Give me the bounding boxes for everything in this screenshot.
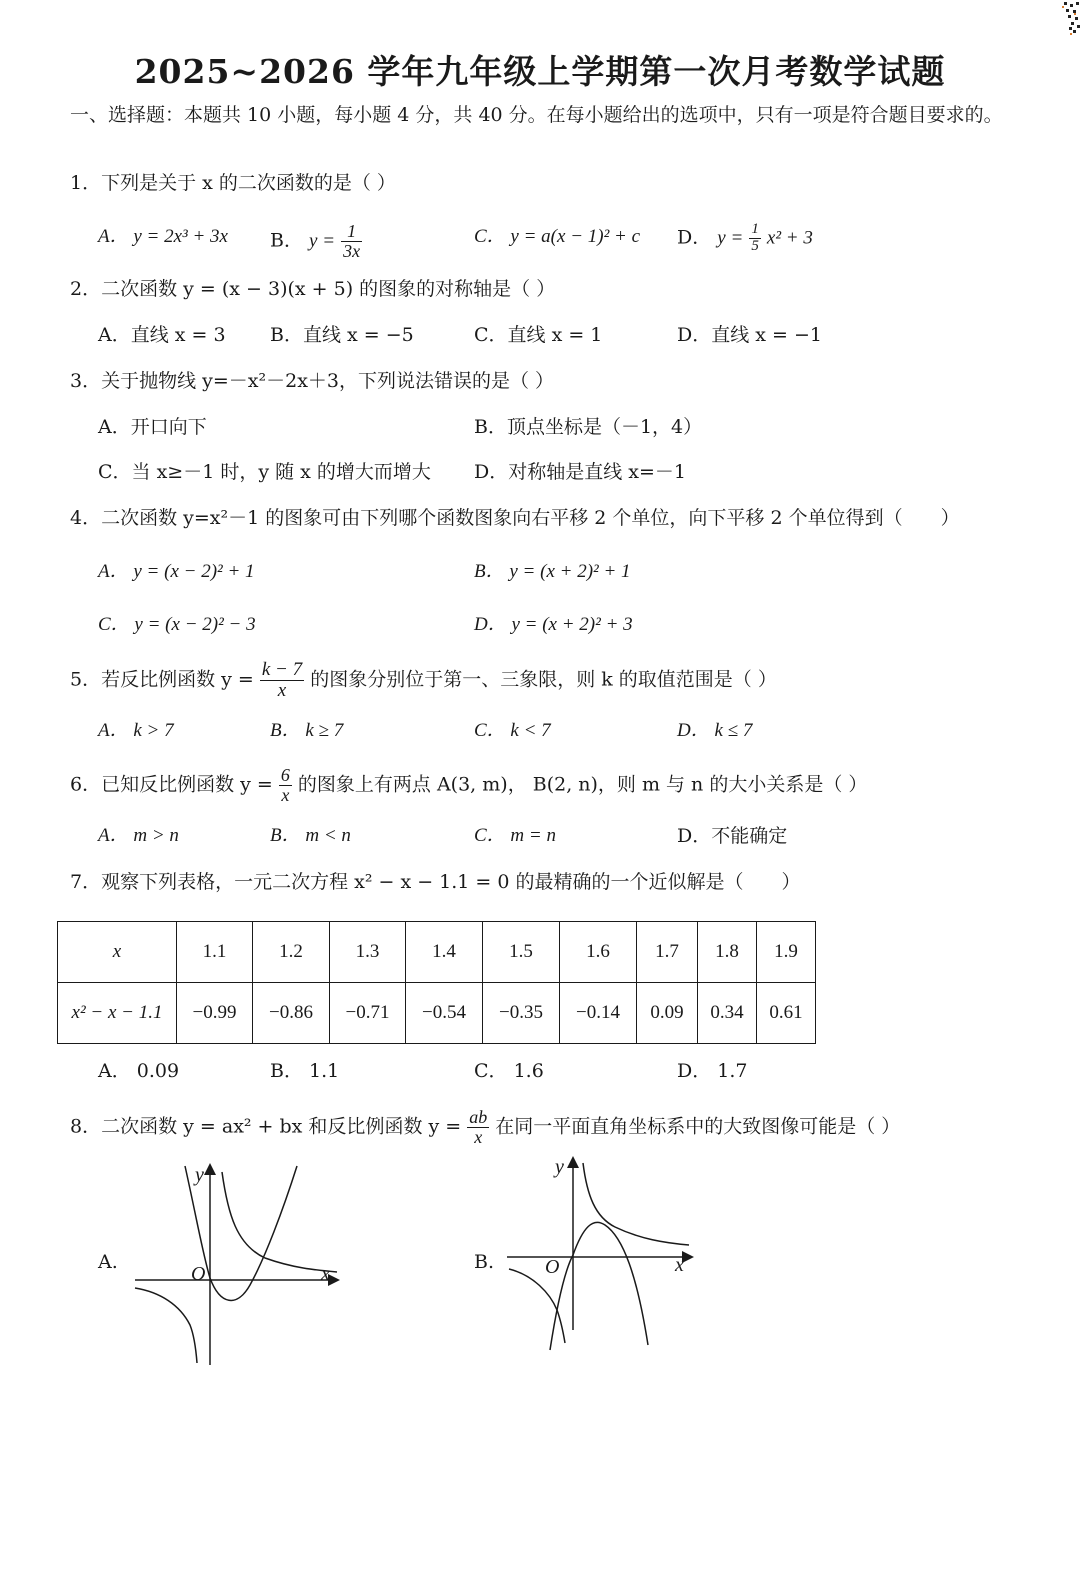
fraction-numerator: 1 — [751, 221, 759, 237]
q6-stem-post: 的图象上有两点 A(3, m)， B(2, n)，则 m 与 n 的大小关系是（ ） — [297, 773, 868, 796]
q3-option-d: D．对称轴是直线 x=－1 — [474, 461, 686, 483]
q5-stem-post: 的图象分别位于第一、三象限，则 k 的取值范围是（ ） — [310, 668, 777, 691]
q7-value-table — [57, 921, 816, 1044]
fraction-denominator: x — [277, 679, 287, 701]
q5-option-a: A． k > 7 — [98, 720, 174, 741]
question-5-stem — [70, 660, 777, 701]
question-8-stem — [70, 1108, 900, 1147]
q4-option-d: D． y = (x + 2)² + 3 — [474, 614, 633, 635]
question-6-stem — [70, 766, 867, 805]
q5-fraction — [260, 660, 304, 701]
q6-option-d: D．不能确定 — [677, 825, 788, 847]
table-row — [58, 922, 816, 983]
q1-option-d-fraction — [749, 222, 761, 255]
fraction-numerator: k − 7 — [261, 659, 303, 680]
table-cell: 1.9 — [757, 922, 816, 983]
q1-option-b — [270, 222, 362, 261]
q8-option-a-label: A. — [98, 1251, 118, 1273]
section-instructions: 一、选择题：本题共 10 小题，每小题 4 分，共 40 分。在每小题给出的选项中，只有一项是符合题目要求的。 — [70, 104, 1003, 126]
table-cell: 1.4 — [406, 922, 483, 983]
table-cell: 0.34 — [698, 983, 757, 1044]
fraction-numerator: 6 — [280, 765, 290, 785]
q7-option-d: D． 1.7 — [677, 1060, 748, 1082]
table-cell: 1.6 — [560, 922, 637, 983]
question-2-stem: 2．二次函数 y = (x − 3)(x + 5) 的图象的对称轴是（ ） — [70, 278, 556, 300]
table-cell: 1.3 — [330, 922, 406, 983]
hyperbola-branch-2 — [509, 1269, 565, 1343]
table-cell: −0.71 — [330, 983, 406, 1044]
fraction-numerator: 1 — [341, 222, 362, 242]
q8-option-b-label: B. — [474, 1251, 495, 1273]
question-1-stem: 1．下列是关于 x 的二次函数的是（ ） — [70, 172, 396, 194]
q5-option-d: D． k ≤ 7 — [677, 720, 753, 741]
table-cell: 0.61 — [757, 983, 816, 1044]
fraction-numerator: ab — [469, 1107, 488, 1127]
question-7-stem: 7．观察下列表格，一元二次方程 x² − x − 1.1 = 0 的最精确的一个近似解是（ ） — [70, 871, 801, 893]
q6-stem-pre: 6．已知反比例函数 y = — [70, 773, 273, 796]
q6-option-a: A． m > n — [98, 825, 179, 846]
q4-option-a: A． y = (x − 2)² + 1 — [98, 561, 255, 582]
table-cell: 1.1 — [177, 922, 253, 983]
q2-option-d: D．直线 x = −1 — [677, 324, 822, 346]
q2-option-a: A．直线 x = 3 — [98, 324, 226, 346]
q2-option-b: B．直线 x = −5 — [270, 324, 414, 346]
table-cell: 1.7 — [637, 922, 698, 983]
table-cell: −0.86 — [253, 983, 330, 1044]
origin-label: O — [191, 1263, 206, 1285]
x-axis-label: x — [675, 1254, 684, 1276]
fraction-denominator: x — [474, 1126, 483, 1147]
fraction-denominator: x — [281, 784, 290, 805]
q8-graph-a — [125, 1160, 345, 1370]
hyperbola-branch-2 — [135, 1288, 197, 1363]
q6-option-b: B． m < n — [270, 825, 351, 846]
q5-option-b: B． k ≥ 7 — [270, 720, 344, 741]
question-3-stem: 3．关于抛物线 y=－x²－2x＋3，下列说法错误的是（ ） — [70, 370, 555, 392]
table-cell: −0.35 — [483, 983, 560, 1044]
q8-stem-pre: 8．二次函数 y = ax² + bx 和反比例函数 y = — [70, 1115, 462, 1138]
table-cell: x² − x − 1.1 — [58, 983, 177, 1044]
q1-option-d — [677, 222, 813, 255]
q7-option-c: C． 1.6 — [474, 1060, 544, 1082]
q1-option-a: A． y = 2x³ + 3x — [98, 226, 228, 247]
q3-option-c: C．当 x≥－1 时，y 随 x 的增大而增大 — [98, 461, 431, 483]
q6-fraction — [279, 766, 292, 805]
q7-option-b: B． 1.1 — [270, 1060, 340, 1082]
q8-fraction — [467, 1108, 489, 1147]
q1-option-b-label: B． — [270, 229, 303, 252]
q7-option-a: A． 0.09 — [98, 1060, 180, 1082]
q1-option-b-fraction — [341, 222, 362, 261]
q1-option-c: C． y = a(x − 1)² + c — [474, 226, 641, 247]
q1-option-d-label: D． — [677, 226, 712, 249]
fraction-denominator: 5 — [751, 237, 759, 254]
q2-option-c: C．直线 x = 1 — [474, 324, 603, 346]
q4-option-c: C． y = (x − 2)² − 3 — [98, 614, 256, 635]
y-axis-label: y — [195, 1164, 204, 1186]
q5-stem-pre: 5．若反比例函数 y = — [70, 668, 254, 691]
question-4-stem: 4．二次函数 y=x²－1 的图象可由下列哪个函数图象向右平移 2 个单位，向下平移 2 个单位得到（ ） — [70, 507, 960, 529]
parabola-curve — [550, 1222, 648, 1350]
q8-graph-b — [505, 1155, 705, 1370]
hyperbola-branch-1 — [583, 1163, 689, 1245]
table-cell: 1.2 — [253, 922, 330, 983]
q1-option-d-lhs: y = — [717, 227, 744, 249]
q8-stem-post: 在同一平面直角坐标系中的大致图像可能是（ ） — [495, 1115, 901, 1138]
qr-code-fragment — [1040, 0, 1080, 40]
exam-title: 2025~2026 学年九年级上学期第一次月考数学试题 — [134, 52, 946, 91]
table-cell: x — [58, 922, 177, 983]
y-axis-label: y — [555, 1156, 564, 1178]
table-cell: 1.8 — [698, 922, 757, 983]
q6-option-c: C． m = n — [474, 825, 556, 846]
table-cell: 0.09 — [637, 983, 698, 1044]
q1-option-b-lhs: y = — [309, 230, 336, 252]
origin-label: O — [545, 1256, 560, 1278]
q3-option-a: A．开口向下 — [98, 416, 207, 438]
table-row — [58, 983, 816, 1044]
table-cell: 1.5 — [483, 922, 560, 983]
table-cell: −0.14 — [560, 983, 637, 1044]
q3-option-b: B．顶点坐标是（－1，4） — [474, 416, 703, 438]
fraction-denominator: 3x — [343, 240, 361, 261]
q1-option-d-rhs: x² + 3 — [766, 227, 813, 249]
table-cell: −0.99 — [177, 983, 253, 1044]
x-axis-label: x — [321, 1263, 330, 1285]
q4-option-b: B． y = (x + 2)² + 1 — [474, 561, 631, 582]
table-cell: −0.54 — [406, 983, 483, 1044]
q5-option-c: C． k < 7 — [474, 720, 551, 741]
hyperbola-branch-1 — [222, 1172, 337, 1272]
